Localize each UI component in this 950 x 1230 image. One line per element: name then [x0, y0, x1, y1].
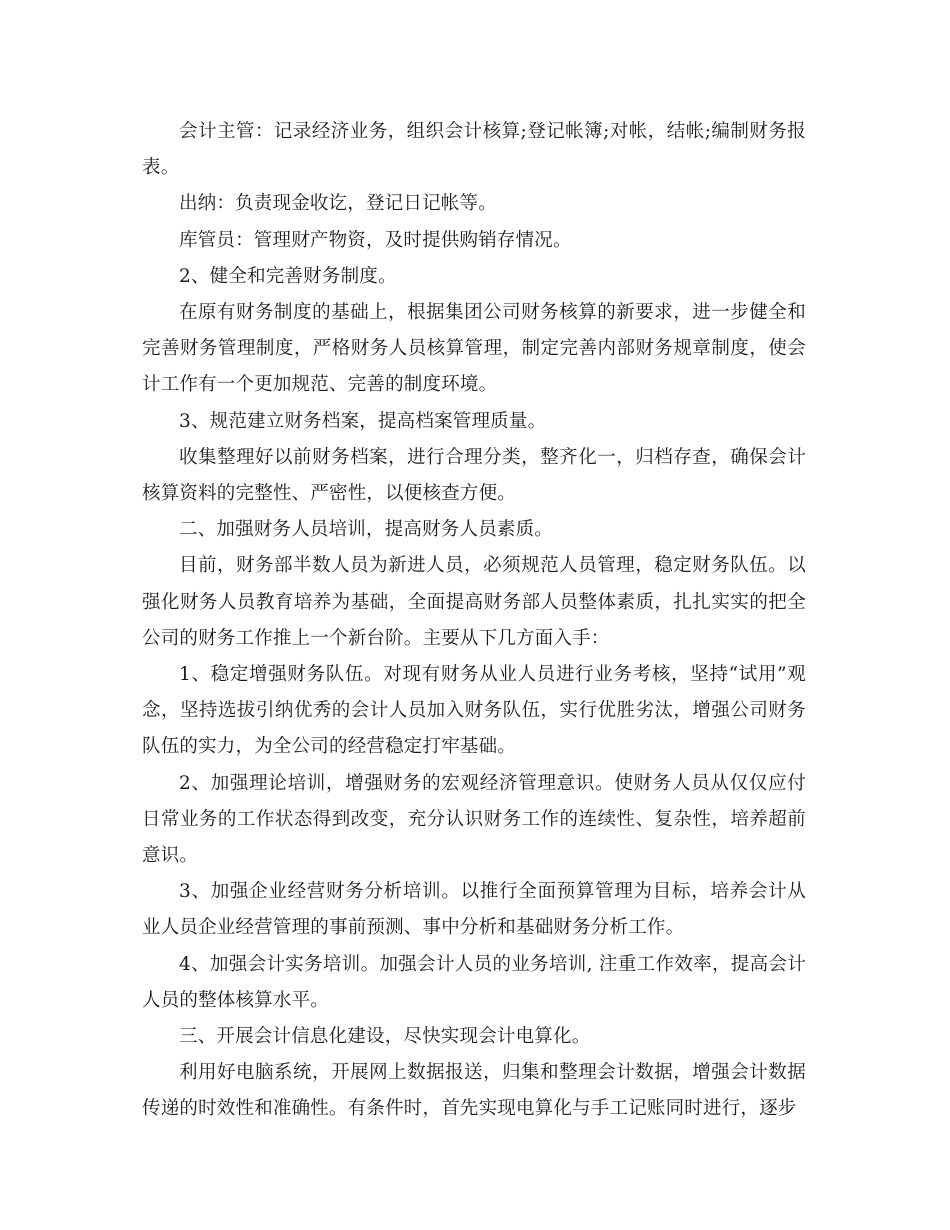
heading-staff-training: 二、加强财务人员培训，提高财务人员素质。 — [179, 519, 554, 541]
paragraph-informatization: 利用好电脑系统，开展网上数据报送，归集和整理会计数据，增强会计数据传递的时效性和准确性。有条件时，首先实现电算化与手工记账同时进行，逐步 — [142, 1062, 806, 1120]
document-body — [142, 114, 806, 1128]
paragraph-financial-archives: 收集整理好以前财务档案，进行合理分类，整齐化一，归档存查，确保会计核算资料的完整性、严密性，以便核查方便。 — [142, 446, 806, 505]
paragraph-financial-system: 在原有财务制度的基础上，根据集团公司财务核算的新要求，进一步健全和完善财务管理制度，严格财务人员核算管理，制定完善内部财务规章制度，使会计工作有一个更加规范、完善的制度环境。 — [142, 302, 806, 396]
heading-financial-archives: 3、规范建立财务档案，提高档案管理质量。 — [179, 410, 547, 432]
paragraph-analysis-training: 3、加强企业经营财务分析培训。以推行全面预算管理为目标，培养会计从业人员企业经营管理的事前预测、事中分析和基础财务分析工作。 — [142, 881, 806, 939]
heading-improve-financial-system: 2、健全和完善财务制度。 — [179, 265, 397, 287]
paragraph-accounting-supervisor: 会计主管：记录经济业务，组织会计核算;登记帐簿;对帐，结帐;编制财务报表。 — [142, 121, 806, 179]
paragraph-storekeeper: 库管员：管理财产物资，及时提供购销存情况。 — [179, 229, 572, 251]
paragraph-theory-training: 2、加强理论培训，增强财务的宏观经济管理意识。使财务人员从仅仅应付日常业务的工作状态得到改变，充分认识财务工作的连续性、复杂性，培养超前意识。 — [142, 772, 806, 867]
paragraph-practice-training: 4、加强会计实务培训。加强会计人员的业务培训, 注重工作效率，提高会计人员的整体核算水平。 — [142, 953, 806, 1011]
paragraph-staff-training: 目前，财务部半数人员为新进人员，必须规范人员管理，稳定财务队伍。以强化财务人员教育培养为基础，全面提高财务部人员整体素质，扎扎实实的把全公司的财务工作推上一个新台阶。主要从下几方面入手： — [142, 555, 806, 649]
paragraph-cashier: 出纳：负责现金收讫，登记日记帐等。 — [179, 193, 497, 215]
paragraph-stabilize-team: 1、稳定增强财务队伍。对现有财务从业人员进行业务考核，坚持“试用”观念，坚持选拔引纳优秀的会计人员加入财务队伍，实行优胜劣汰，增强公司财务队伍的实力，为全公司的经营稳定打牢基础。 — [142, 664, 806, 758]
heading-informatization: 三、开展会计信息化建设，尽快实现会计电算化。 — [179, 1026, 591, 1048]
